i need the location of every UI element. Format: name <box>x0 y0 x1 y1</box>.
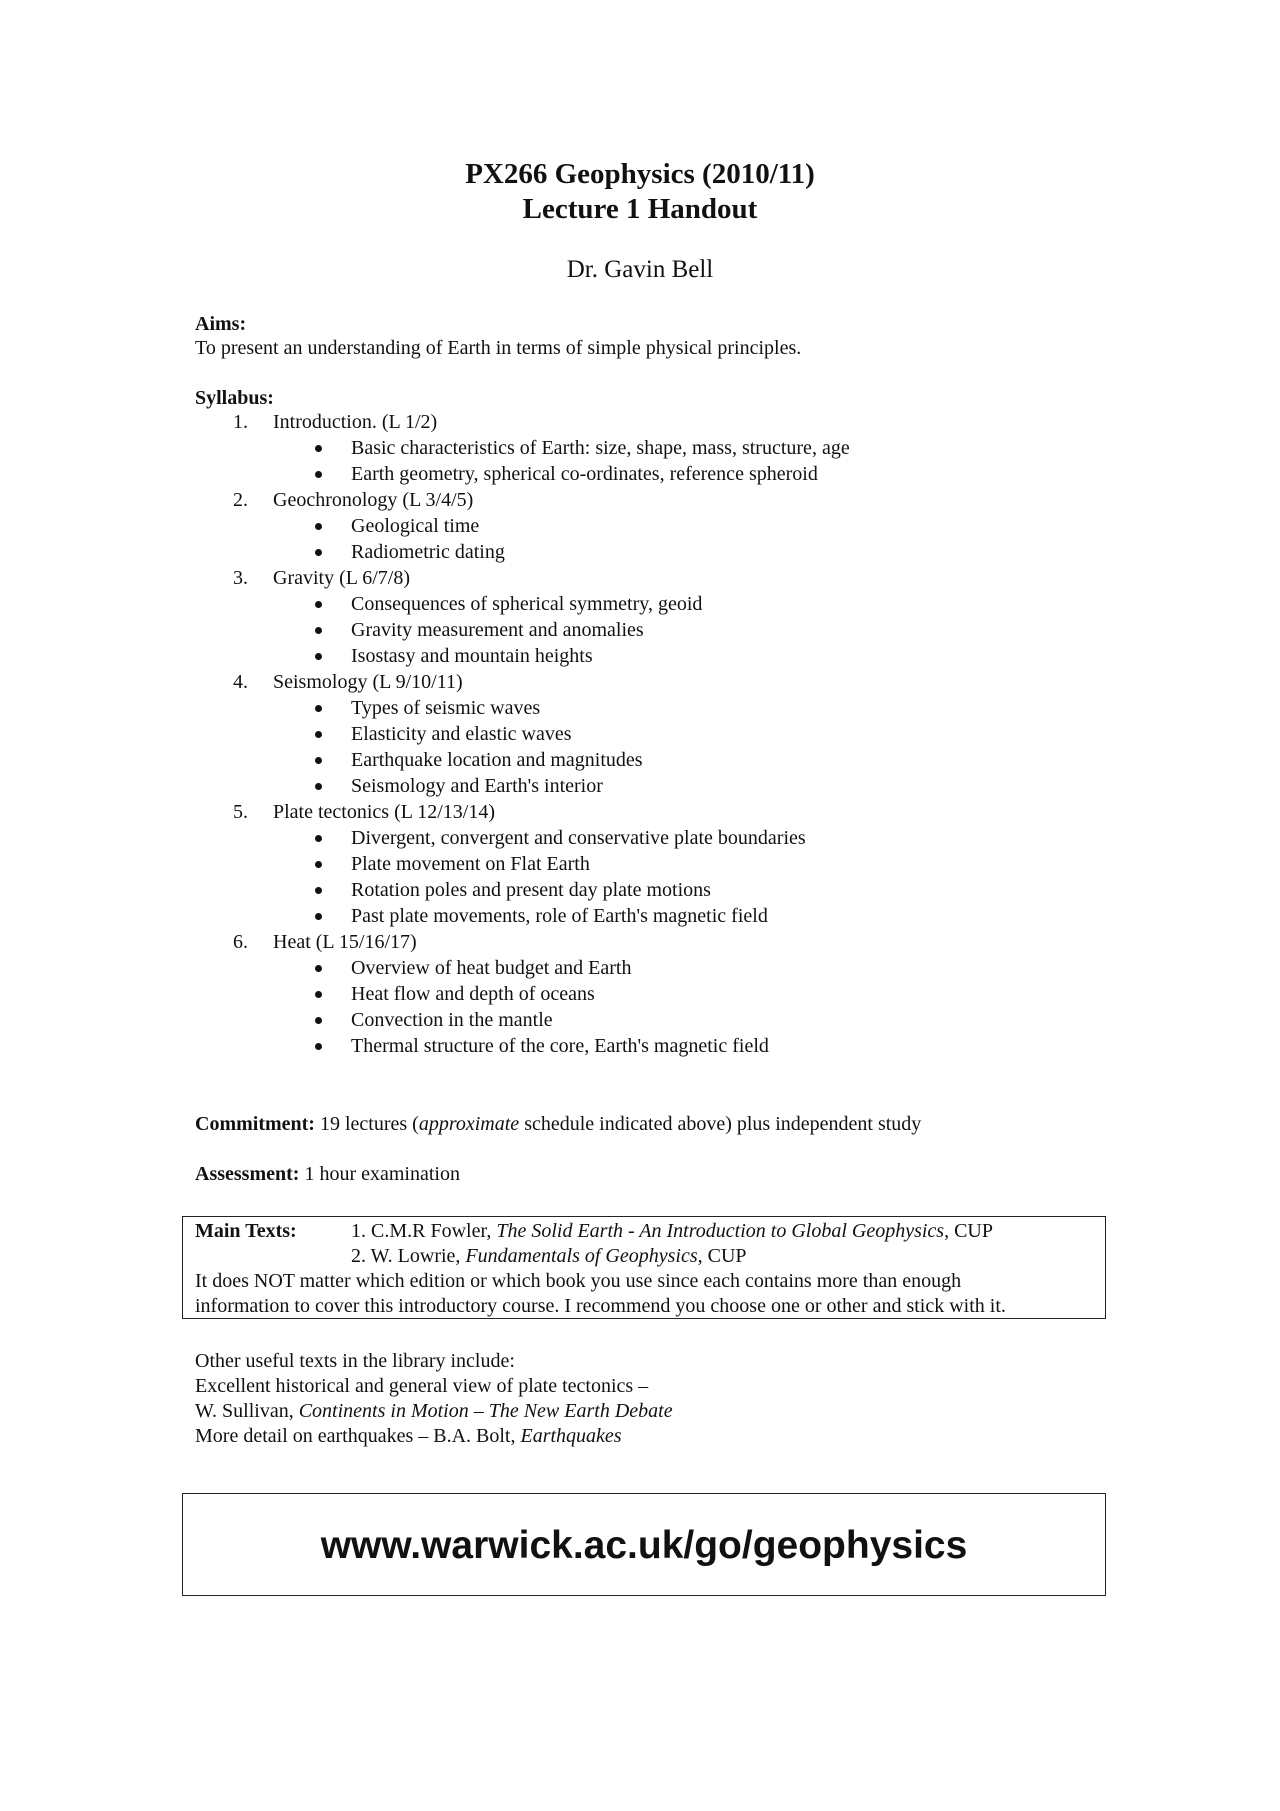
bullet-dot-icon <box>315 1017 322 1024</box>
bullet-dot-icon <box>315 835 322 842</box>
commitment-text-before: 19 lectures ( <box>319 1113 419 1135</box>
other-texts-line-3 <box>195 1398 673 1424</box>
bolt-prefix: More detail on earthquakes – B.A. Bolt, <box>195 1425 516 1447</box>
author: Dr. Gavin Bell <box>566 256 714 283</box>
book-2-author: 2. W. Lowrie, <box>351 1245 461 1267</box>
syllabus-section-title: Geochronology (L 3/4/5) <box>273 489 474 511</box>
syllabus-item: Plate movement on Flat Earth <box>351 853 590 875</box>
bullet-dot-icon <box>315 913 322 920</box>
aims-text: To present an understanding of Earth in terms of simple physical principles. <box>195 337 802 359</box>
main-texts-note-line-2: information to cover this introductory course. I recommend you choose one or other and stick with it. <box>195 1295 1006 1317</box>
other-texts-line-4 <box>195 1423 622 1449</box>
aims-heading: Aims: <box>195 313 247 335</box>
bullet-dot-icon <box>315 445 322 452</box>
bullet-dot-icon <box>315 705 322 712</box>
sullivan-author: W. Sullivan, <box>195 1400 294 1422</box>
syllabus-item: Earth geometry, spherical co-ordinates, reference spheroid <box>351 463 818 485</box>
syllabus-item: Gravity measurement and anomalies <box>351 619 644 641</box>
syllabus-section-title: Plate tectonics (L 12/13/14) <box>273 801 495 823</box>
syllabus-item: Radiometric dating <box>351 541 505 563</box>
syllabus-heading: Syllabus: <box>195 387 274 409</box>
commitment-text-italic: approximate <box>418 1113 520 1135</box>
syllabus-item: Seismology and Earth's interior <box>351 775 603 797</box>
bullet-dot-icon <box>315 549 322 556</box>
syllabus-item: Isostasy and mountain heights <box>351 645 593 667</box>
syllabus-section-title: Seismology (L 9/10/11) <box>273 671 463 693</box>
bullet-dot-icon <box>315 471 322 478</box>
bullet-dot-icon <box>315 783 322 790</box>
main-text-book-2 <box>351 1243 747 1269</box>
syllabus-section-title: Introduction. (L 1/2) <box>273 411 438 433</box>
syllabus-item: Basic characteristics of Earth: size, shape, mass, structure, age <box>351 437 850 459</box>
syllabus-item: Geological time <box>351 515 480 537</box>
commitment-line <box>195 1111 921 1137</box>
assessment-text: 1 hour examination <box>304 1163 460 1185</box>
website-box <box>182 1493 1106 1596</box>
assessment-label: Assessment: <box>195 1163 300 1185</box>
syllabus-item: Overview of heat budget and Earth <box>351 957 632 979</box>
bullet-dot-icon <box>315 601 322 608</box>
commitment-label: Commitment: <box>195 1113 315 1135</box>
bolt-title: Earthquakes <box>520 1425 622 1447</box>
bullet-dot-icon <box>315 757 322 764</box>
syllabus-item: Rotation poles and present day plate motions <box>351 879 711 901</box>
main-texts-label: Main Texts: <box>195 1220 297 1242</box>
main-text-book-1 <box>351 1218 993 1244</box>
syllabus-item: Past plate movements, role of Earth's magnetic field <box>351 905 768 927</box>
document-title: PX266 Geophysics (2010/11) <box>465 158 815 190</box>
syllabus-item: Divergent, convergent and conservative plate boundaries <box>351 827 806 849</box>
bullet-dot-icon <box>315 653 322 660</box>
commitment-text-after: schedule indicated above) plus independent study <box>524 1113 922 1135</box>
main-texts-note-line-1: It does NOT matter which edition or which book you use since each contains more than enough <box>195 1270 962 1292</box>
website-url: www.warwick.ac.uk/go/geophysics <box>320 1524 968 1567</box>
bullet-dot-icon <box>315 523 322 530</box>
sullivan-title: Continents in Motion – The New Earth Debate <box>298 1400 673 1422</box>
bullet-dot-icon <box>315 887 322 894</box>
bullet-dot-icon <box>315 861 322 868</box>
syllabus-item: Thermal structure of the core, Earth's magnetic field <box>351 1035 769 1057</box>
book-1-author: 1. C.M.R Fowler, <box>351 1220 492 1242</box>
book-1-publisher: , CUP <box>944 1220 993 1242</box>
syllabus-item: Types of seismic waves <box>351 697 541 719</box>
bullet-dot-icon <box>315 1043 322 1050</box>
syllabus-number: 3. <box>233 567 248 589</box>
syllabus-number: 2. <box>233 489 248 511</box>
syllabus-item: Consequences of spherical symmetry, geoid <box>351 593 703 615</box>
book-2-title: Fundamentals of Geophysics <box>465 1245 698 1267</box>
other-texts-intro: Other useful texts in the library include: <box>195 1350 515 1372</box>
bullet-dot-icon <box>315 965 322 972</box>
syllabus-section-title: Gravity (L 6/7/8) <box>273 567 411 589</box>
assessment-line <box>195 1161 460 1187</box>
book-2-publisher: , CUP <box>697 1245 747 1267</box>
syllabus-number: 4. <box>233 671 248 693</box>
document-subtitle: Lecture 1 Handout <box>522 193 758 225</box>
syllabus-item: Elasticity and elastic waves <box>351 723 572 745</box>
syllabus-number: 5. <box>233 801 248 823</box>
syllabus-section-title: Heat (L 15/16/17) <box>273 931 417 953</box>
bullet-dot-icon <box>315 731 322 738</box>
bullet-dot-icon <box>315 991 322 998</box>
syllabus-item: Earthquake location and magnitudes <box>351 749 643 771</box>
book-1-title: The Solid Earth - An Introduction to Global Geophysics <box>496 1220 945 1242</box>
other-texts-line-2: Excellent historical and general view of plate tectonics – <box>195 1375 649 1397</box>
syllabus-number: 6. <box>233 931 248 953</box>
bullet-dot-icon <box>315 627 322 634</box>
syllabus-item: Convection in the mantle <box>351 1009 553 1031</box>
syllabus-number: 1. <box>233 411 248 433</box>
syllabus-item: Heat flow and depth of oceans <box>351 983 595 1005</box>
